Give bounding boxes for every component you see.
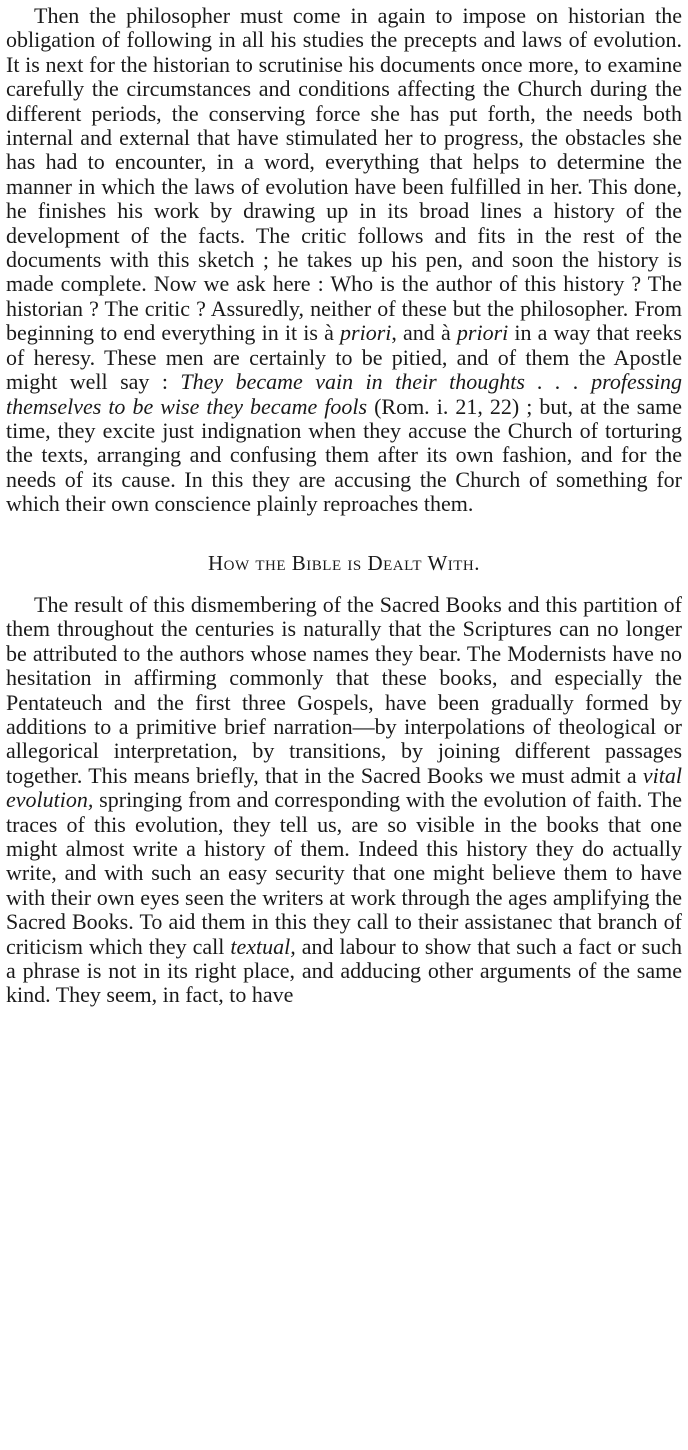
- paragraph-text: springing from and corresponding with the evolution of faith. The traces of this evolution, they tell us, are so visible in the books that one might almost write a history of them. Indeed this history they do actually write, and with such an easy security that one might believe them to have with their own eyes seen the writers at work through the ages amplifying the Sacred Books. To aid them in this they call to their assistanec that branch of criticism which they call: [6, 787, 682, 959]
- paragraph-text: (Rom. i. 21, 22) ; but, at the same time, they excite just indignation when they accuse the Church of torturing the texts, arranging and confusing them after its own fashion, and for the needs of its cause. In this they are accusing the Church of something for which their own conscience plainly reproaches them.: [6, 393, 682, 517]
- paragraph-text: in a way that reeks of heresy. These men are certainly to be pitied, and of them the Apostle might well say :: [6, 320, 682, 395]
- document-page: [6, 4, 682, 1008]
- paragraph-text: , and à: [391, 320, 457, 346]
- italic-term: vital evolution,: [6, 762, 682, 813]
- section-heading: How the Bible is Dealt With.: [207, 550, 481, 575]
- italic-term: priori: [340, 320, 392, 346]
- paragraph-text: Then the philosopher must come in again to impose on historian the obligation of following in all his studies the precepts and laws of evolution. It is next for the historian to scrutinise his documents once more, to examine carefully the circumstances and conditions affecting the Church during the different periods, the conserving force she has put forth, the needs both internal and external that have stimulated her to progress, the obstacles she has had to encounter, in a word, everything that helps to determine the manner in which the laws of evolution have been fulfilled in her. This done, he finishes his work by drawing up in its broad lines a history of the development of the facts. The critic follows and fits in the rest of the documents with this sketch ; he takes up his pen, and soon the history is made complete. Now we ask here : Who is the author of this history ? The historian ? The critic ? Assuredly, neither of these but the philosopher. From beginning to end everything in it is à: [6, 3, 682, 346]
- scripture-quote: They became vain in their thoughts . . . professing themselves to be wise they became fools: [6, 369, 683, 419]
- paragraph-bible: [6, 593, 682, 1008]
- italic-term: priori: [456, 320, 509, 346]
- paragraph-text: and labour to show that such a fact or such a phrase is not in its right place, and adducing other arguments of the same kind. They seem, in fact, to have: [6, 933, 683, 1008]
- paragraph-text: The result of this dismembering of the Sacred Books and this partition of them throughout the centuries is naturally that the Scriptures can no longer be attributed to the authors whose names they bear. The Modernists have no hesitation in affirming commonly that these books, and especially the Pentateuch and the first three Gospels, have been gradually formed by additions to a primitive brief narration—by interpolations of theological or allegorical interpretation, by transitions, by joining different passages together. This means briefly, that in the Sacred Books we must admit a: [6, 591, 682, 788]
- italic-term: textual,: [230, 933, 296, 959]
- paragraph-philosopher: [6, 4, 682, 517]
